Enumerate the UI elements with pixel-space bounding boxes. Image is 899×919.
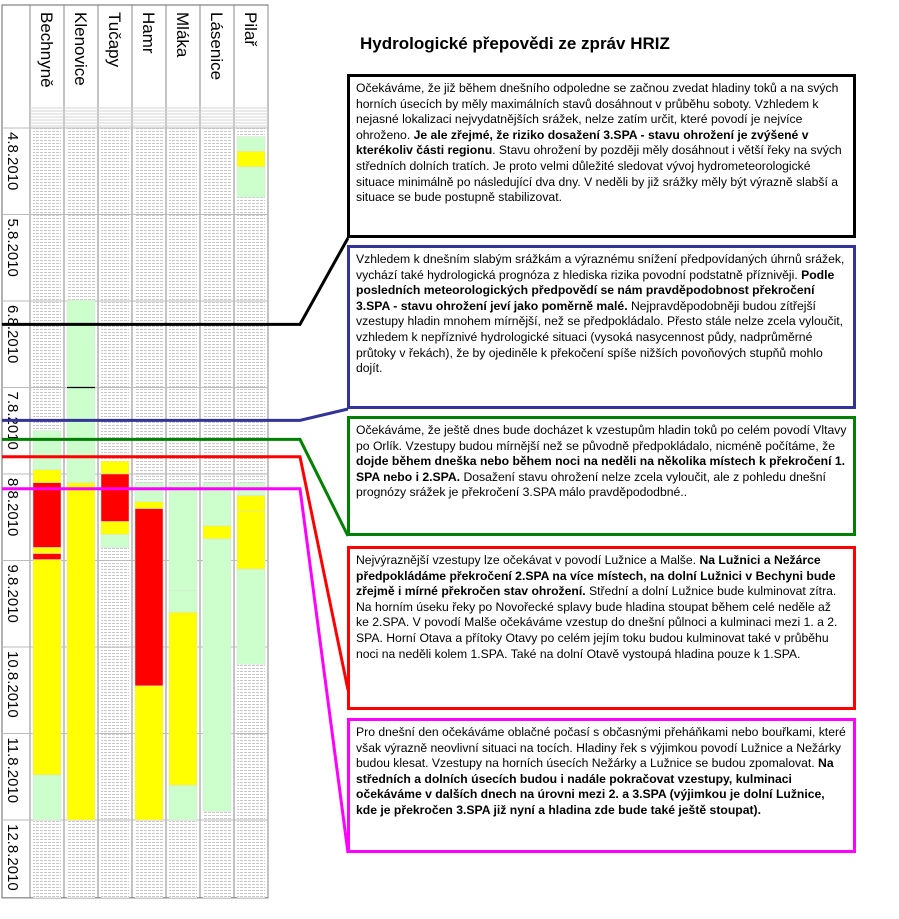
page-title: Hydrologické přepovědi ze zpráv HRIZ (360, 34, 670, 53)
column-label: Tučapy (105, 12, 124, 68)
date-tick-label: 10.8.2010 (4, 651, 21, 718)
segment-bar (101, 522, 129, 535)
segment-bar (33, 483, 61, 548)
forecast-box-1-text2: . Stavu ohrožení by později měly dosáhnout i větší řeky na svých středních dolních tratích. Je proto velmi důležité sledovat vývoj hydrometeorologické situace minimálně po následující dva dny. V neděli by již srážky měly být výrazně slabší a situace se bude postupně stabilizovat. (356, 143, 842, 205)
segment-bar (33, 560, 61, 775)
column-label: Pilař (241, 12, 260, 47)
segment-bar (203, 526, 231, 539)
forecast-box-5-text: Pro dnešní den očekáváme oblačné počasí s občasnými přeháňkami nebo bouřkami, které však výrazně neovlivní situaci na tocích. Hladiny řek s výjimkou povodí Lužnice a Nežárky budou klesat. Vzestupy na horních úsecích Nežárky a Lužnice se budou zpomalovat. (356, 725, 846, 771)
forecast-box-5-bold: Na středních a dolních úsecích budou i nadále pokračovat vzestupy, kulminaci očekáváme v dalších dnech na úrovni mezi 2. a 3.SPA (výjimkou je dolní Lužnice, kde je překročen 3.SPA již nyní a hladina zde bude také ještě stoupat). (356, 756, 834, 817)
segment-bar (135, 509, 163, 686)
forecast-box-3-text: Očekáváme, že ještě dnes bude docházet k vzestupům hladin toků po celém povodí Vltavy po Orlík. Vzestupy budou mírnější než se původně předpokládalo, nicméně počítáme, že (356, 423, 847, 453)
forecast-box-2-text2: Nejpravděpodobněji budou zítřejší vzestupy hladin mnohem mírnější, než se předpokládalo. Přesto stále nelze zcela vyloučit, vzhledem k nepříznivé hydrologické situaci (vysoká nasycennost půdy, nadprůměrné průtoky v řekách), že by ojediněle k překočení spíše nižších povoňových stupňů mohlo dojít. (356, 298, 844, 376)
segment-bar (237, 137, 265, 152)
date-tick-label: 7.8.2010 (4, 391, 21, 450)
segment-bar (33, 431, 61, 470)
forecast-box-4-bold: Na Lužnici a Nežárce předpokládáme překročení 2.SPA na více místech, na dolní Lužnici v Bechyni bude zřejmě i mírné překročen stav ohrožení. (356, 553, 836, 599)
segment-bar (135, 686, 163, 820)
segment-bar (237, 151, 265, 167)
segment-bar (101, 535, 129, 548)
forecast-box-4-text: Nejvýraznější vzestupy lze očekávat v povodí Lužnice a Malše. (356, 553, 697, 567)
date-tick-label: 5.8.2010 (4, 218, 21, 277)
date-tick-label: 9.8.2010 (4, 564, 21, 623)
date-tick-label: 8.8.2010 (4, 478, 21, 537)
segment-bar (33, 548, 61, 554)
segment-bar (135, 502, 163, 509)
segment-bar (237, 167, 265, 197)
forecast-box-4-text2: Střední a dolní Lužnice bude kulminovat zítra. Na horním úseku řeky po Novořecké splavy bude hladina stoupat během celé neděle až ke 2.SPA. V povodí Malše očekáváme vzestup do dnešní půlnoci a kulminaci mezi 1. a 2. SPA. Horní Otava a přítoky Otavy po celém jejím toku budou kulminovat také v průběhu noci na neděli kolem 1.SPA. Také na dolní Otavě vystoupá hladina pouze k 1.SPA. (356, 584, 838, 661)
forecast-box-5 (347, 718, 856, 853)
segment-bar (33, 554, 61, 560)
segment-bar (67, 483, 95, 820)
segment-bar (169, 591, 197, 613)
forecast-box-3-text2: Dosažení stavu ohrožení nelze zcela vyloučit, ale z pohledu dnešní prognózy srážek je překročení 3.SPA málo pravděpododbné.. (356, 469, 826, 500)
column-label: Bechnyně (37, 12, 56, 88)
segment-bar (237, 511, 265, 569)
forecast-box-2 (347, 245, 856, 409)
segment-bar (169, 612, 197, 785)
segment-bar (237, 496, 265, 512)
segment-bar (101, 474, 129, 522)
forecast-box-2-bold: Podle posledních meteorologických předpovědí se nám pravděpodobnost překročení 3.SPA - stavu ohrožení jeví jako poměrně malé. (356, 267, 835, 313)
date-tick-label: 4.8.2010 (4, 132, 21, 191)
forecast-box-3 (347, 416, 856, 536)
segment-bar (33, 775, 61, 820)
column-label: Mláka (173, 12, 192, 58)
forecast-box-2-text: Vzhledem k dnešním slabým srážkám a výraznému snížení předpovídaných úhrnů srážek, vychází také hydrologická prognóza z hlediska rizika povodní podstatně příznivěji. (356, 252, 845, 282)
column-label: Hamr (139, 12, 158, 54)
segment-bar (169, 483, 197, 591)
segment-bar (203, 539, 231, 811)
segment-bar (101, 461, 129, 474)
segment-bar (33, 470, 61, 483)
date-tick-label: 12.8.2010 (4, 824, 21, 891)
column-label: Klenovice (71, 12, 90, 86)
forecast-box-1-bold: Je ale zřejmé, že riziko dosažení 3.SPA - stavu ohrožení je zvýšené v kterékoliv části regionu (356, 127, 809, 158)
segment-bar (169, 785, 197, 820)
segment-bar (237, 569, 265, 664)
segment-bar (135, 483, 163, 502)
forecast-box-1 (347, 74, 856, 238)
column-label: Lásenice (207, 12, 226, 81)
forecast-box-4 (347, 546, 856, 710)
date-tick-label: 6.8.2010 (4, 305, 21, 364)
forecast-box-1-text: Očekáváme, že již během dnešního odpoledne se začnou zvedat hladiny toků a na svých horních úsecích by měly maximálních stavů dosáhnout v průběhu soboty. Vzhledem k nejasné lokalizaci nejvydatnějších srážek, nelze zatím určit, které povodí je nejvíce ohroženo. (356, 81, 839, 142)
forecast-box-3-bold: dojde během dneška nebo během noci na neděli na několika místech k překročení 1. SPA nebo i 2.SPA. (356, 454, 846, 484)
date-tick-label: 11.8.2010 (4, 737, 21, 804)
